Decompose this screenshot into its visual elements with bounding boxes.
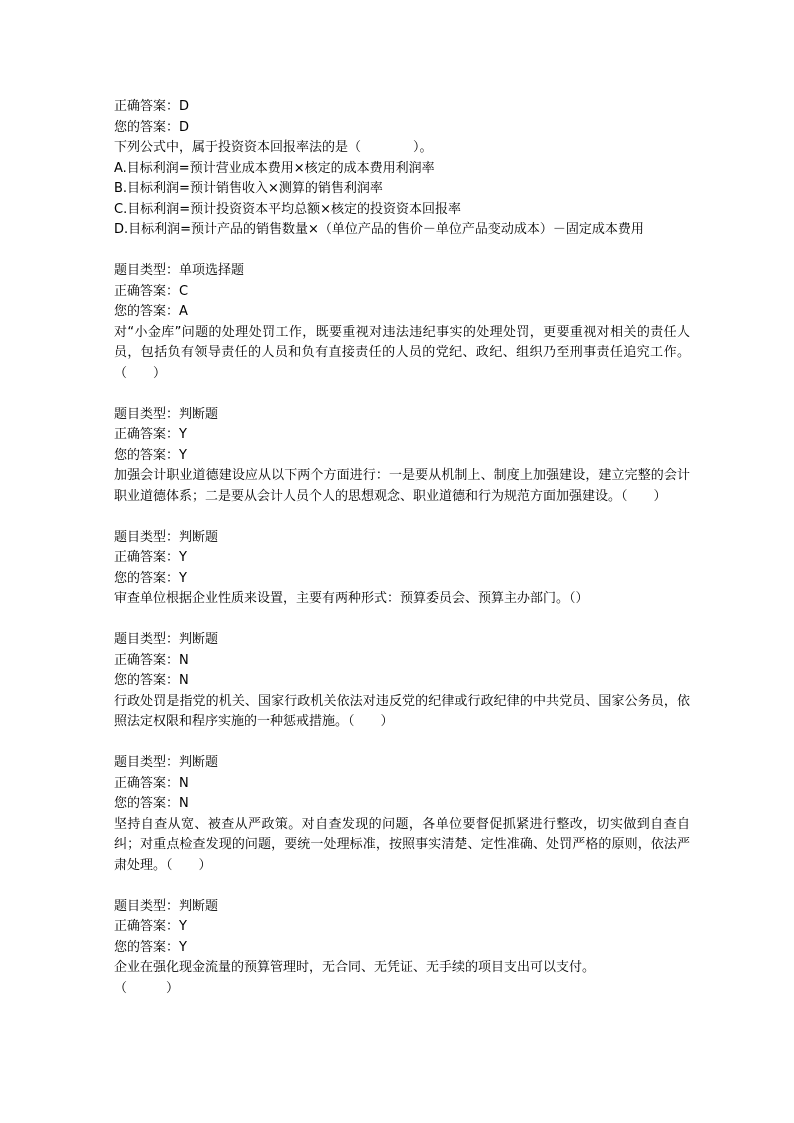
question-type: 题目类型：判断题 — [114, 898, 219, 914]
your-answer: 您的答案：Y — [114, 939, 187, 955]
correct-answer: 正确答案：C — [114, 283, 189, 299]
correct-answer: 正确答案：Y — [114, 919, 187, 934]
correct-answer: 正确答案：D — [114, 99, 190, 114]
spacer — [114, 241, 690, 262]
question-stem: 坚持自查从宽、被查从严政策。对自查发现的问题，各单位要督促抓紧进行整改，切实做到自查自纠；对重点检查发现的问题，要统一处理标准，按照事实清楚、定性准确、处罚严格的原则，依法严肃处理。（ ） — [114, 816, 690, 873]
option-b: B.目标利润=预计销售收入×测算的销售利润率 — [114, 181, 383, 196]
correct-answer: 正确答案：N — [114, 775, 189, 791]
question-stem: 审查单位根据企业性质来设置，主要有两种形式：预算委员会、预算主办部门。（） — [114, 591, 589, 606]
your-answer: 您的答案：Y — [114, 447, 187, 463]
question-stem: 企业在强化现金流量的预算管理时，无合同、无凭证、无手续的项目支出可以支付。 — [114, 960, 596, 975]
question-type: 题目类型：判断题 — [114, 755, 219, 770]
question-type: 题目类型：单项选择题 — [114, 263, 245, 278]
question-stem: 行政处罚是指党的机关、国家行政机关依法对违反党的纪律或行政纪律的中共党员、国家公务员，依照法定权限和程序实施的一种惩戒措施。（ ） — [114, 693, 690, 729]
spacer — [114, 876, 690, 897]
your-answer: 您的答案：N — [114, 796, 189, 811]
your-answer: 您的答案：N — [114, 673, 189, 688]
your-answer: 您的答案：Y — [114, 570, 187, 586]
answer-blank: （ ） — [114, 980, 180, 996]
document-content — [114, 97, 690, 999]
option-d: D.目标利润=预计产品的销售数量×（单位产品的售价－单位产品变动成本）－固定成本费用 — [114, 222, 644, 237]
question-type: 题目类型：判断题 — [114, 406, 219, 422]
correct-answer: 正确答案：Y — [114, 427, 187, 442]
spacer — [114, 384, 690, 405]
option-c: C.目标利润=预计投资资本平均总额×核定的投资资本回报率 — [114, 201, 461, 217]
option-a: A.目标利润=预计营业成本费用×核定的成本费用利润率 — [114, 160, 435, 176]
question-type: 题目类型：判断题 — [114, 529, 219, 545]
spacer — [114, 507, 690, 528]
correct-answer: 正确答案：N — [114, 652, 189, 668]
your-answer: 您的答案：D — [114, 119, 190, 135]
correct-answer: 正确答案：Y — [114, 550, 187, 565]
spacer — [114, 733, 690, 754]
your-answer: 您的答案：A — [114, 304, 188, 319]
question-type: 题目类型：判断题 — [114, 632, 219, 647]
spacer — [114, 610, 690, 631]
question-stem: 加强会计职业道德建设应从以下两个方面进行：一是要从机制上、制度上加强建设，建立完整的会计职业道德体系；二是要从会计人员个人的思想观念、职业道德和行为规范方面加强建设。（ ） — [114, 468, 690, 504]
question-stem: 对“小金库”问题的处理处罚工作，既要重视对违法违纪事实的处理处罚，更要重视对相关的责任人员，包括负有领导责任的人员和负有直接责任的人员的党纪、政纪、组织乃至刑事责任追究工作。（ ） — [114, 324, 690, 381]
question-stem: 下列公式中，属于投资资本回报率法的是（ ）。 — [114, 140, 433, 155]
